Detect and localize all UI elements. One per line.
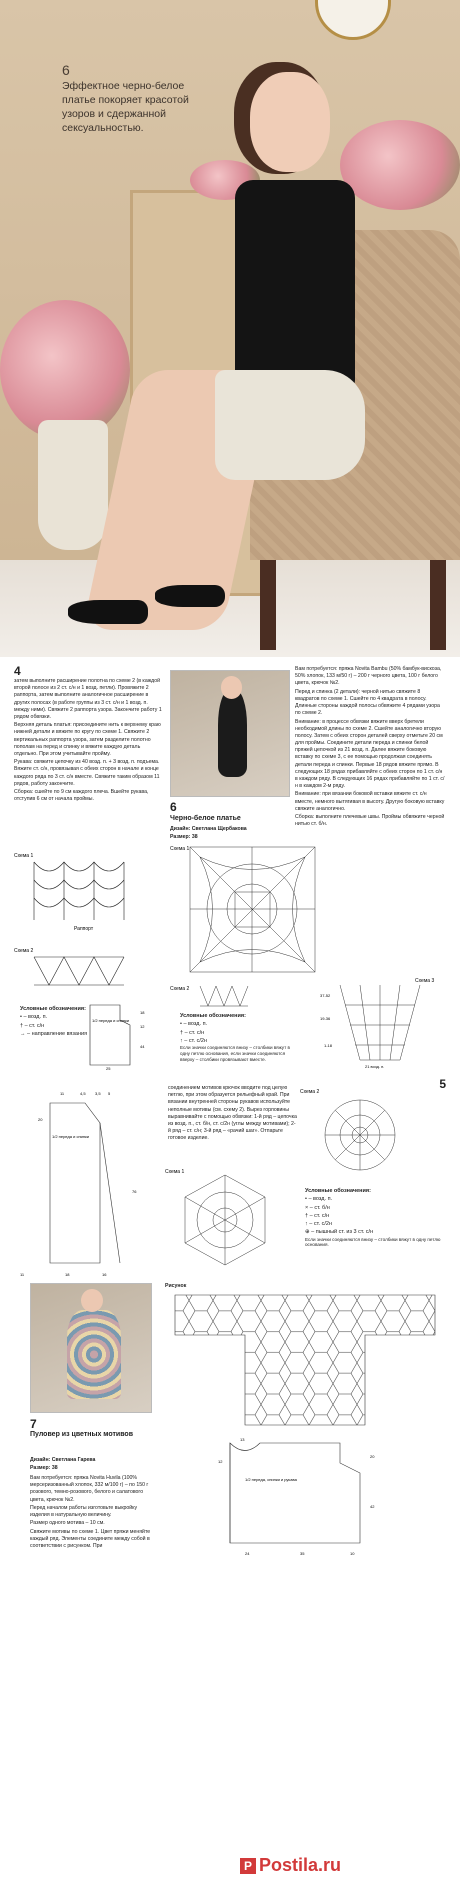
- pattern-page-2: [0, 1075, 460, 1855]
- dimension-label: 76: [132, 1189, 137, 1194]
- legend-item: × – ст. б/н: [305, 1204, 330, 1211]
- dimension-label: 1/2 переда, спинки и рукава: [245, 1477, 297, 1482]
- thumbnail-face: [221, 676, 242, 699]
- legend-item: † – ст. с/н: [20, 1022, 45, 1029]
- text-paragraph: Сборка: сшейте по 9 см каждого плеча. Вшейте рукава, отступив 6 см от начала проймы.: [14, 789, 149, 803]
- legend-item: ↑ – ст. с/2н: [305, 1221, 332, 1227]
- dimension-label: 20: [370, 1454, 375, 1459]
- shoe: [68, 600, 148, 624]
- dimension-label: 1/2 переда и спинки: [52, 1134, 90, 1139]
- dimension-label: 3,5: [95, 1091, 101, 1096]
- designer: Дизайн: Светлана Щербакова: [170, 826, 247, 832]
- hexagon-layout-drawing: [165, 1290, 445, 1430]
- dimension-label: 16: [102, 1272, 107, 1277]
- pattern-page-1: [0, 660, 460, 1070]
- dimension-label: 11: [20, 1272, 25, 1277]
- row-label: 19-36: [320, 1016, 331, 1021]
- dimension-label: 44: [140, 1044, 145, 1049]
- text-paragraph: соединением мотивов крючок вводите под целую петлю, при этом образуется рельефный край. При вязании внутренней стороны рукавов используйте неполные мотивы (см. схему 2). Вырез горловины выравнивайте с помощью обвязки: 1-й ряд – цепочка из возд. п., ст. б/н, ст. с/2н (углы между мотивами); 2-й ряд – ст. с/н; 3-й ряд – «рачий шаг». Отпарьте готовое изделие.: [168, 1085, 297, 1142]
- legend-item: ↑ – ст. с/2н: [180, 1037, 207, 1044]
- flower-bouquet: [0, 300, 130, 440]
- page-number: 5: [439, 1077, 446, 1091]
- fashion-photo: [0, 0, 460, 657]
- pattern-dress-back: [10, 1083, 160, 1283]
- model-thumbnail: [170, 670, 290, 797]
- legend-title: Условные обозначения:: [20, 1006, 86, 1012]
- photo-caption: Эффектное черно-белое платье покоряет красотой узоров и сдержанной сексуальностью.: [62, 80, 189, 134]
- dimension-label: 35: [300, 1551, 305, 1556]
- dimension-label: 4,5: [80, 1091, 86, 1096]
- text-paragraph: Сборка: выполните плечевые швы. Проймы обвяжите черной нитью ст. б/н.: [295, 814, 445, 828]
- dimension-label: 18: [140, 1010, 145, 1015]
- site-watermark: [240, 1855, 341, 1876]
- scheme-3-side-panel: [320, 975, 440, 1070]
- watermark-text: Postila.ru: [259, 1855, 342, 1875]
- legend-item: • – возд. п.: [180, 1021, 208, 1028]
- vase: [38, 420, 108, 550]
- dimension-label: 12: [140, 1024, 145, 1029]
- scheme-1-left: [14, 850, 154, 935]
- drawing-label: Рисунок: [165, 1283, 187, 1289]
- text-paragraph: Рукава: свяжите цепочку из 40 возд. п. + 3 возд. п. подъема. Вяжите ст. с/н, провязывая с обеих сторон в начале и конце каждого ряда по 3 ст. с/н вместе. Свяжите таким образом 11 рядов, работу закончите.: [14, 759, 160, 787]
- size: Размер: 38: [30, 1465, 58, 1471]
- legend-pullover: [305, 1187, 445, 1248]
- chair-leg: [260, 560, 276, 650]
- scheme-label: Схема 2: [300, 1089, 320, 1095]
- model-head: [250, 72, 330, 172]
- text-paragraph: Верхняя деталь платья: присоедините нить к верхнему краю нижней детали и вяжите по кругу по схеме 1. Свяжите 2 вертикальных раппорта узора, затем разделите полотно пополам на перед и спинку и вяжите каждую деталь отдельно. При этом учитывайте пройму.: [14, 722, 161, 757]
- legend-item: † – ст. с/н: [305, 1212, 330, 1219]
- text-paragraph: Перед началом работы изготовьте выкройку изделия в натуральную величину.: [30, 1504, 138, 1519]
- scheme-1-motif: [165, 1165, 285, 1275]
- scheme-2-right: [170, 982, 260, 1010]
- dimension-label: 11: [60, 1091, 65, 1096]
- photo-number: 6: [62, 62, 70, 78]
- text-paragraph: Размер одного мотива – 10 см.: [30, 1520, 105, 1527]
- designer: Дизайн: Светлана Гарева: [30, 1457, 96, 1463]
- scheme-2-left: [14, 945, 154, 1000]
- legend-item: ⊕ – пышный ст. из 3 ст. с/н: [305, 1229, 374, 1236]
- thumbnail-face: [81, 1289, 103, 1312]
- scheme-2-motif: [300, 1085, 430, 1175]
- model-number: 6: [170, 800, 177, 814]
- text-paragraph: затем выполните расширение полотна по схеме 2 (в каждой второй полосе из 2 ст. с/н и 1 возд. петли). Провяжите 2 раппорта, затем выполните аналогичное расширение в других полосах (в работе группы из 3 ст. с/н и 1 возд. п. между ними). Свяжите 2 раппорта узора. Закончите работу 1 рядом обвязки.: [14, 678, 162, 720]
- dimension-label: 10: [350, 1551, 355, 1556]
- thumbnail-figure: [218, 690, 246, 778]
- scheme-label: Схема 1: [170, 846, 190, 852]
- scheme-label: Схема 1: [14, 853, 34, 859]
- text-paragraph: Вам потребуется: пряжа Novita Bambu (50% бамбук-вискоза, 50% хлопок, 133 м/50 г) – 200 г черного цвета, 100 г белого цвета, крючок №2.: [295, 666, 442, 687]
- model-name: Черно-белое платье: [170, 815, 241, 822]
- middle-column-text: [168, 1085, 298, 1144]
- dimension-label: 24: [245, 1551, 250, 1556]
- text-paragraph: Внимание: в процессе обвязки вяжите вверх бретели необходимой длины по схеме 2. Сшейте аналогично вторую полосу. Затем с обеих сторон деталей сверху отметьте 20 см для проймы. Соедините детали переда и спинки белой пряжей цепочкой из 21 возд. п. Далее вяжите боковую вставку по схеме 3, с ее помощью продолжая соединять детали переда и спинки. Первые 18 рядов вяжите прямо. В следующих 18 рядах прибавляйте с обеих сторон по 1 ст. с/н в каждом ряду. В следующих 16 рядах прибавляйте по 1 ст. с/н в каждом 2-м ряду.: [295, 718, 445, 790]
- legend-title: Условные обозначения:: [305, 1188, 371, 1194]
- thumbnail-figure: [67, 1310, 121, 1400]
- flower-bouquet: [340, 120, 460, 210]
- text-paragraph: Перед и спинка (2 детали): черной нитью свяжите 8 квадратов по схеме 1. Сшейте по 4 квадрата в полосу. Длинные стороны каждой полосы обвяжите 4 рядами узора по схеме 2.: [295, 688, 440, 717]
- legend-title: Условные обозначения:: [180, 1013, 246, 1019]
- dimension-label: 13: [240, 1437, 245, 1442]
- legend-item: • – возд. п.: [20, 1014, 48, 1021]
- dimension-label: 1/2 переда и спинки: [92, 1018, 130, 1023]
- pullover-thumbnail: [30, 1283, 152, 1413]
- dimension-label: 12: [218, 1459, 223, 1464]
- row-label: 21 возд. п.: [365, 1064, 385, 1069]
- dimension-label: 20: [38, 1117, 43, 1122]
- dimension-label: 42: [370, 1504, 375, 1509]
- legend-note: Если значки соединяются внизу – столбики вяжут в одну петлю основания.: [305, 1236, 441, 1248]
- legend-item: † – ст. с/н: [180, 1029, 205, 1036]
- page-number: 4: [14, 664, 21, 678]
- scheme-label: Схема 2: [14, 948, 34, 954]
- shoe: [155, 585, 225, 607]
- dimension-label: 5: [108, 1091, 111, 1096]
- right-column-text: [295, 666, 445, 830]
- raport-label: Раппорт: [74, 926, 94, 932]
- row-label: 37-52: [320, 993, 331, 998]
- legend-item: • – возд. п.: [305, 1196, 333, 1203]
- size: Размер: 38: [170, 834, 198, 840]
- watermark-logo-icon: P: [240, 1858, 256, 1874]
- left-column-text: [14, 678, 164, 805]
- legend-item: → – направление вязания: [20, 1030, 88, 1037]
- scheme-label: Схема 2: [170, 986, 190, 992]
- scheme-label: Схема 1: [165, 1169, 185, 1175]
- legend-right: [180, 1012, 300, 1063]
- pattern-dress-outline: [80, 1000, 160, 1070]
- text-paragraph: Свяжите мотивы по схеме 1. Цвет пряжи меняйте каждый ряд. Элементы соедините между собой в соответствии с рисунком. При: [30, 1528, 151, 1550]
- dimension-label: 25: [106, 1066, 111, 1070]
- pullover-text: [30, 1475, 155, 1551]
- pullover-pattern-outline: [200, 1433, 390, 1563]
- text-paragraph: Внимание: при вязании боковой вставки вяжите ст. с/н вместе, немного вытягивая в высоту. Другую боковую вставку свяжите аналогично.: [295, 791, 445, 812]
- model-number: 7: [30, 1417, 37, 1431]
- text-paragraph: Вам потребуется: пряжа Novita Huvila (100% мерсеризованный хлопок, 332 м/100 г) – по 150 г розового, темно-розового, белого и салатового цвета, крючок №2.: [30, 1475, 149, 1503]
- dimension-label: 18: [65, 1272, 70, 1277]
- dress-crochet-top: [235, 180, 355, 390]
- scheme-1-square-motif: [170, 842, 420, 977]
- row-label: 1-18: [324, 1043, 333, 1048]
- dress-white-panel: [215, 370, 365, 480]
- scheme-label: Схема 3: [415, 978, 435, 984]
- model-name: Пуловер из цветных мотивов: [30, 1431, 134, 1438]
- chair-leg: [430, 560, 446, 650]
- legend-note: Если значки соединяются внизу – столбики вяжут в одну петлю основания, если значки соединяются вверху – столбики провязывают вместе.: [180, 1045, 290, 1062]
